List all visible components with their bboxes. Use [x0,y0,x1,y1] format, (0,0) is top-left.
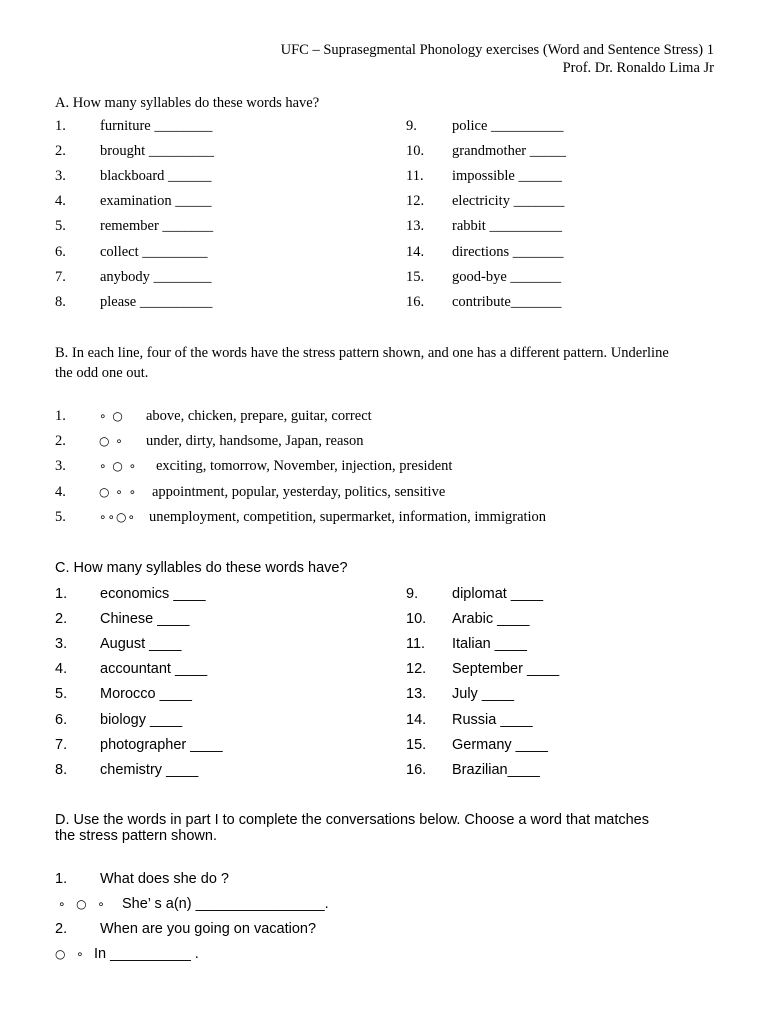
sectionA-item-word: good-bye _______ [452,268,562,285]
sectionA-item-number: 4. [55,193,66,210]
stress-pattern-symbols: ∘ ○ ∘ [99,459,138,474]
sectionA-item-number: 12. [406,193,425,210]
sectionC-item-number: 9. [406,586,419,602]
sectionA-item-number: 13. [406,218,425,235]
sectionA-item-number: 2. [55,143,66,160]
sectionA-item-number: 11. [406,168,424,185]
sectionA-item-number: 16. [406,293,425,310]
sectionA-item-number: 3. [55,168,66,185]
document-header-line2: Prof. Dr. Ronaldo Lima Jr [562,60,714,76]
section-d-title-line2: the stress pattern shown. [55,828,217,844]
sectionC-item-number: 14. [406,711,427,728]
section-b-word-list: under, dirty, handsome, Japan, reason [146,433,364,450]
sectionC-item-number: 11. [406,636,426,653]
sectionA-item-word: police __________ [452,118,564,134]
sectionC-item-word: accountant ____ [100,661,208,678]
sectionA-item-number: 15. [406,268,425,285]
sectionA-item-number: 9. [406,118,417,134]
section-b-title-line2: the odd one out. [55,365,149,381]
sectionA-item-number: 7. [55,268,66,285]
sectionA-item-word: anybody ________ [100,268,212,285]
section-d-title-line1: D. Use the words in part I to complete the conversations below. Choose a word that matches [55,812,649,828]
sectionC-item-number: 2. [55,611,68,628]
sectionC-item-word: biology ____ [100,711,183,728]
sectionC-item-word: Arabic ____ [452,611,530,628]
stress-pattern-symbols: ○ ∘ [99,434,124,449]
sectionC-item-number: 10. [406,611,427,628]
sectionA-item-number: 5. [55,218,66,235]
sectionA-item-word: electricity _______ [452,193,565,210]
question-2-answer-blank: In __________ . [94,946,199,962]
section-b-item-number: 1. [55,408,66,424]
question-1-number: 1. [55,871,68,887]
sectionC-item-number: 6. [55,711,68,728]
sectionA-item-word: rabbit __________ [452,218,562,235]
sectionC-item-number: 8. [55,761,68,778]
section-a-title: A. How many syllables do these words have? [55,95,320,111]
sectionC-item-number: 16. [406,761,427,778]
section-c-title: C. How many syllables do these words have? [55,560,348,576]
sectionC-item-number: 1. [55,586,68,602]
sectionA-item-word: impossible ______ [452,168,562,185]
section-b-item-number: 5. [55,508,66,525]
sectionC-item-word: Brazilian____ [452,761,540,778]
sectionC-item-word: Russia ____ [452,711,533,728]
sectionA-item-word: blackboard ______ [100,168,212,185]
sectionC-item-word: photographer ____ [100,736,223,753]
section-b-item-number: 4. [55,483,66,500]
sectionC-item-word: Chinese ____ [100,611,190,628]
sectionC-item-word: chemistry ____ [100,761,199,778]
stress-pattern-symbols: ∘∘○∘ [99,509,137,524]
sectionC-item-word: Morocco ____ [100,686,192,703]
question-2-number: 2. [55,921,68,937]
sectionC-item-word: July ____ [452,686,515,703]
section-b-title-line1: B. In each line, four of the words have the stress pattern shown, and one has a different pattern. Underline [55,345,669,361]
sectionC-item-word: diplomat ____ [452,586,544,602]
sectionA-item-number: 1. [55,118,66,134]
sectionA-item-word: remember _______ [100,218,214,235]
sectionC-item-word: August ____ [100,636,182,653]
question-1-answer-blank: She’ s a(n) ________________. [122,896,329,912]
sectionA-item-word: contribute_______ [452,293,562,310]
question-1-text: What does she do ? [100,871,229,887]
sectionA-item-word: examination _____ [100,193,212,210]
stress-pattern-symbols: ○ ∘ ∘ [99,484,138,499]
section-b-word-list: above, chicken, prepare, guitar, correct [146,408,372,424]
sectionC-item-number: 12. [406,661,427,678]
sectionC-item-number: 4. [55,661,68,678]
sectionA-item-number: 14. [406,243,425,260]
sectionC-item-number: 5. [55,686,68,703]
sectionA-item-word: brought _________ [100,143,214,160]
sectionA-item-word: grandmother _____ [452,143,566,160]
section-b-item-number: 2. [55,433,66,450]
question-2-text: When are you going on vacation? [100,921,317,937]
question-1-stress-pattern: ∘ ○ ∘ [58,897,106,911]
sectionA-item-word: please __________ [100,293,213,310]
sectionC-item-number: 3. [55,636,68,653]
sectionA-item-number: 8. [55,293,66,310]
sectionC-item-word: economics ____ [100,586,206,602]
sectionC-item-number: 7. [55,736,68,753]
section-b-item-number: 3. [55,458,66,475]
sectionC-item-number: 15. [406,736,427,753]
sectionA-item-number: 10. [406,143,425,160]
sectionC-item-word: Germany ____ [452,736,548,753]
sectionA-item-word: collect _________ [100,243,208,260]
sectionC-item-number: 13. [406,686,427,703]
section-b-word-list: appointment, popular, yesterday, politics, sensitive [152,483,446,500]
sectionC-item-word: Italian ____ [452,636,527,653]
stress-pattern-symbols: ∘ ○ [99,409,124,423]
sectionC-item-word: September ____ [452,661,560,678]
section-b-word-list: exciting, tomorrow, November, injection, president [156,458,453,475]
question-2-stress-pattern: ○ ∘ [55,947,85,961]
sectionA-item-word: furniture ________ [100,118,213,134]
sectionA-item-word: directions _______ [452,243,564,260]
section-b-word-list: unemployment, competition, supermarket, information, immigration [149,508,547,525]
document-header-line1: UFC – Suprasegmental Phonology exercises (Word and Sentence Stress) 1 [280,42,714,58]
sectionA-item-number: 6. [55,243,66,260]
